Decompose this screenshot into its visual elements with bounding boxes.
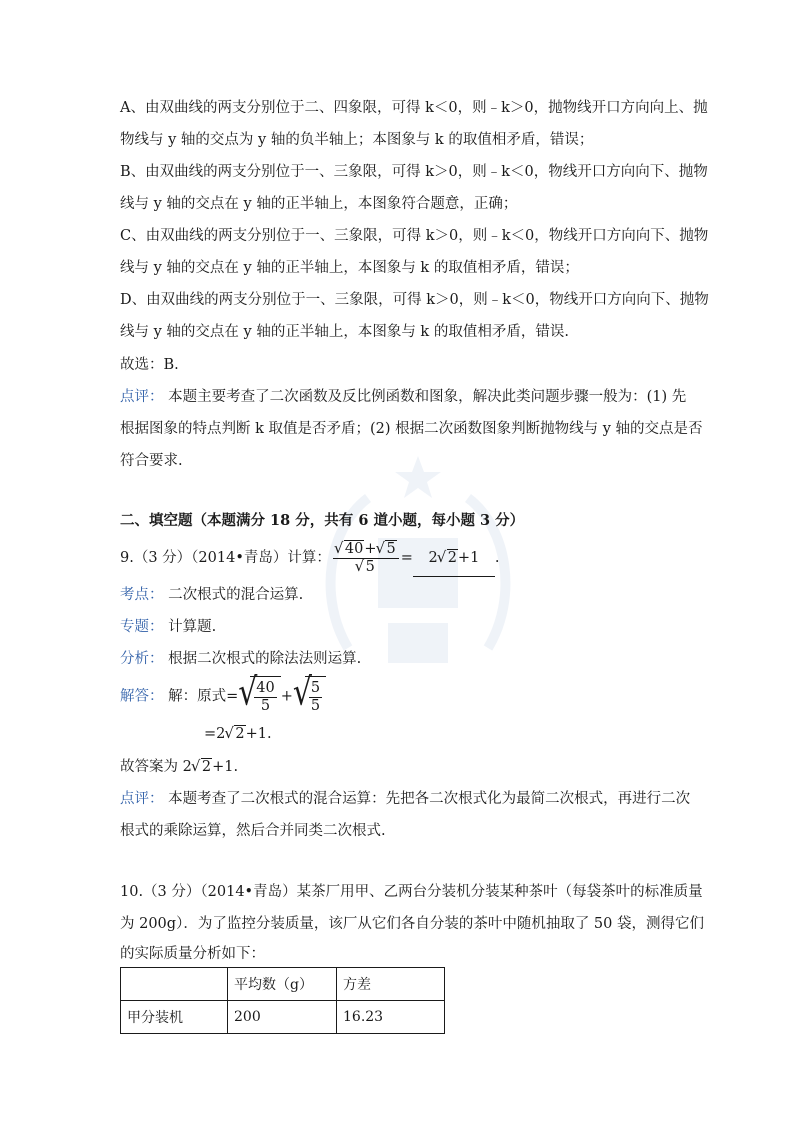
q9-step2-tail: +1. — [245, 726, 272, 742]
q9-final-prefix: 故答案为 2 — [120, 759, 192, 775]
q9-radical-1 — [238, 676, 280, 717]
q9-ans-coef: 2 — [428, 550, 438, 566]
q9-expression — [333, 541, 399, 576]
option-d-line-1: D、由双曲线的两支分别位于一、三象限，可得 k＞0，则﹣k＜0，物线开口方向向下、抛物 — [120, 292, 709, 308]
q9-kaodian — [120, 585, 303, 605]
q9-stem-prefix: 9.（3 分）（2014•青岛）计算： — [120, 550, 331, 566]
q9-jieda-label: 解答： — [120, 688, 164, 705]
option-b-line-1: B、由双曲线的两支分别位于一、三象限，可得 k＞0，则﹣k＜0，物线开口方向向下、抛物 — [120, 164, 708, 180]
q9-jieda — [120, 676, 326, 717]
table-header-cell — [121, 968, 228, 1001]
q9-answer-blank — [413, 540, 495, 577]
q9-fenxi-text: 根据二次根式的除法法则运算. — [168, 651, 362, 667]
q8-comment-line-3: 符合要求. — [120, 453, 183, 469]
q9-ans-rad: 2 — [447, 550, 457, 566]
table-cell: 16.23 — [337, 1001, 445, 1034]
q9-f1-den: 5 — [260, 697, 271, 714]
option-a-line-2: 物线与 y 轴的交点为 y 轴的负半轴上；本图象与 k 的取值相矛盾，错误； — [120, 132, 594, 148]
q9-kaodian-text: 二次根式的混合运算. — [168, 587, 304, 603]
q9-ans-tail: +1 — [457, 550, 480, 566]
table-header-cell: 方差 — [337, 968, 445, 1001]
q9-radical-2 — [293, 676, 326, 717]
q9-end: . — [494, 550, 500, 566]
q9-stem — [120, 540, 499, 577]
q9-comment-line-1 — [120, 789, 690, 809]
q9-zhuanti-text: 计算题. — [168, 619, 217, 635]
option-d-line-2: 线与 y 轴的交点在 y 轴的正半轴上，本图象与 k 的取值相矛盾，错误. — [120, 324, 569, 340]
q9-f2-den: 5 — [310, 697, 321, 714]
q9-f1-num: √ 40 — [256, 679, 275, 696]
table-header-cell: 平均数（g） — [228, 968, 337, 1001]
table-cell: 甲分装机 — [121, 1001, 228, 1034]
option-c-line-2: 线与 y 轴的交点在 y 轴的正半轴上，本图象与 k 的取值相矛盾，错误； — [120, 260, 579, 276]
q9-final-tail: +1. — [212, 759, 239, 775]
q10-stem-line-1: 10.（3 分）（2014•青岛）某茶厂用甲、乙两台分装机分装某种茶叶（每袋茶叶的标准质量 — [120, 884, 703, 900]
q8-comment-line-1 — [120, 387, 686, 407]
q9-jieda-plus: + — [280, 688, 293, 705]
section-title: 二、填空题（本题满分 18 分，共有 6 道小题，每小题 3 分） — [120, 512, 525, 529]
option-c-line-1: C、由双曲线的两支分别位于一、三象限，可得 k＞0，则﹣k＜0，物线开口方向向下、抛物 — [120, 228, 709, 244]
q9-step2-prefix: =2 — [204, 726, 226, 742]
q9-zhuanti — [120, 617, 216, 637]
q9-comment-text-1: 本题考查了二次根式的混合运算：先把各二次根式化为最简二次根式，再进行二次 — [168, 791, 691, 807]
q8-comment-label: 点评： — [120, 389, 164, 405]
q9-kaodian-label: 考点： — [120, 587, 164, 603]
q9-fenxi — [120, 649, 361, 669]
q8-comment-line-2: 根据图象的特点判断 k 取值是否矛盾；(2) 根据二次函数图象判断抛物线与 y 轴的交点是否 — [120, 421, 703, 437]
q9-final-rad: 2 — [201, 759, 212, 775]
q8-answer: 故选：B. — [120, 357, 179, 373]
q9-f2-num: √ 5 — [310, 679, 321, 696]
q9-zhuanti-label: 专题： — [120, 619, 164, 635]
q10-stem-line-2: 为 200g）．为了监控分装质量，该厂从它们各自分装的茶叶中随机抽取了 50 袋，测得它们 — [120, 916, 704, 932]
table-header-row — [121, 968, 445, 1001]
table-cell: 200 — [228, 1001, 337, 1034]
option-a-line-1: A、由双曲线的两支分别位于二、四象限，可得 k＜0，则﹣k＞0，抛物线开口方向向上、抛 — [120, 100, 708, 116]
q9-step2 — [204, 724, 272, 744]
q9-den: 5 — [365, 558, 375, 575]
q9-jieda-prefix: 解：原式= — [168, 688, 239, 705]
q9-num-b: 5 — [386, 540, 396, 557]
q8-comment-text-1: 本题主要考查了二次函数及反比例函数和图象，解决此类问题步骤一般为：(1) 先 — [168, 389, 687, 405]
q9-final-answer — [120, 757, 238, 777]
q9-comment-label: 点评： — [120, 791, 164, 807]
q9-equals: = — [400, 550, 413, 566]
q9-num-a: 40 — [344, 540, 364, 557]
q9-plus: + — [364, 540, 377, 557]
q9-fenxi-label: 分析： — [120, 651, 164, 667]
q10-data-table — [120, 967, 445, 1034]
option-b-line-2: 线与 y 轴的交点在 y 轴的正半轴上，本图象符合题意，正确； — [120, 196, 518, 212]
q9-step2-rad: 2 — [235, 726, 245, 742]
table-row — [121, 1001, 445, 1034]
q10-stem-line-3: 的实际质量分析如下： — [120, 946, 265, 962]
q9-comment-line-2: 根式的乘除运算，然后合并同类二次根式. — [120, 823, 386, 839]
